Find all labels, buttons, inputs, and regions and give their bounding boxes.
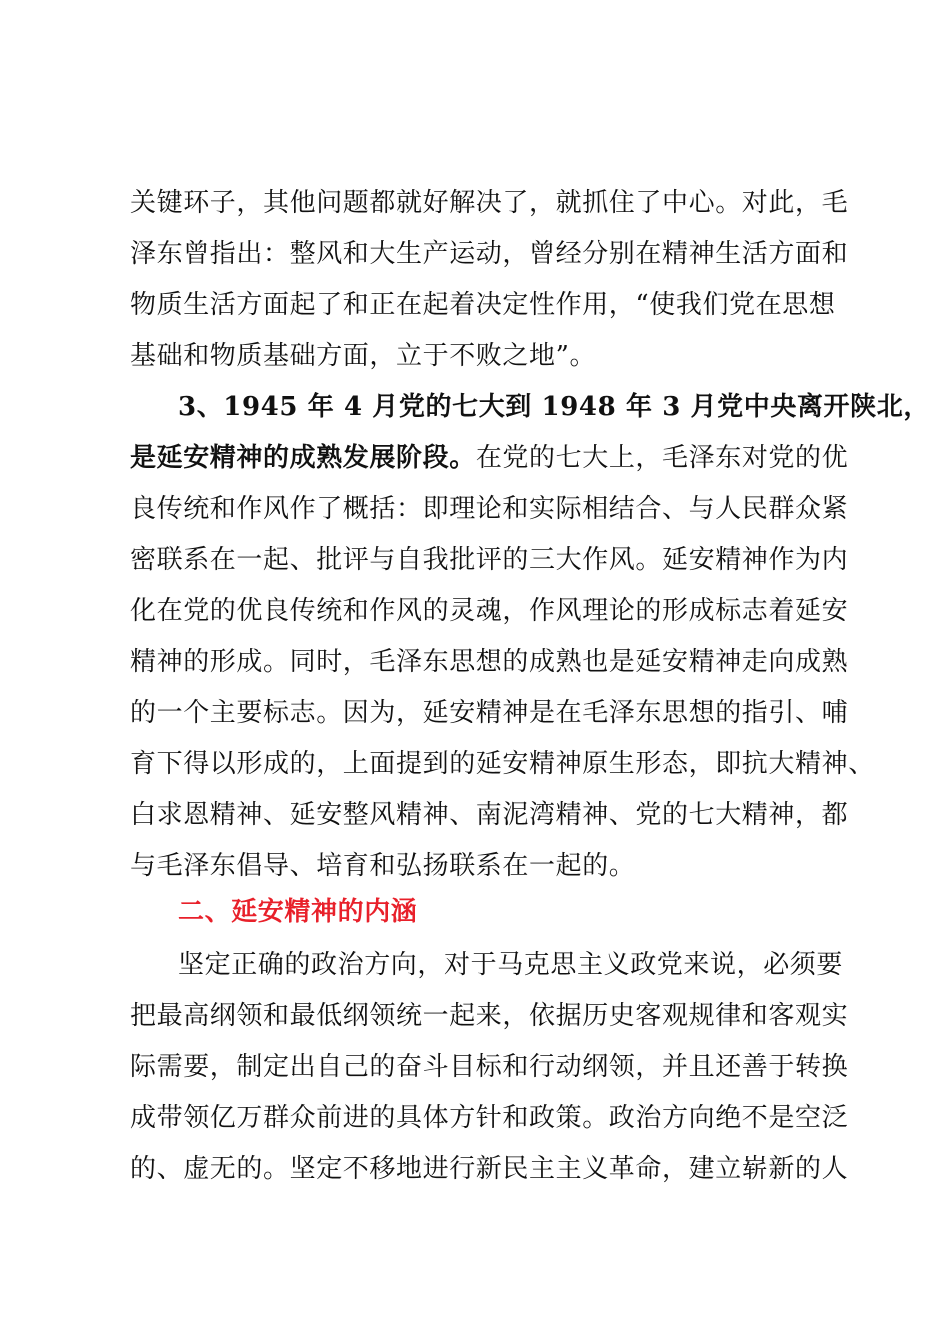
section-heading: 二、延安精神的内涵 bbox=[178, 897, 418, 927]
paragraph-line: 物质生活方面起了和正在起着决定性作用，“使我们党在思想 bbox=[130, 290, 836, 320]
paragraph-line: 精神的形成。同时，毛泽东思想的成熟也是延安精神走向成熟 bbox=[130, 647, 849, 677]
paragraph-line: 的一个主要标志。因为，延安精神是在毛泽东思想的指引、哺 bbox=[130, 698, 849, 728]
normal-text: 在党的七大上，毛泽东对党的优 bbox=[475, 443, 849, 473]
stage-heading-line: 3、1945 年 4 月党的七大到 1948 年 3 月党中央离开陕北， bbox=[178, 392, 930, 422]
paragraph-line: 泽东曾指出：整风和大生产运动，曾经分别在精神生活方面和 bbox=[130, 239, 849, 269]
paragraph-line: 坚定正确的政治方向，对于马克思主义政党来说，必须要 bbox=[178, 950, 844, 980]
paragraph-line: 把最高纲领和最低纲领统一起来，依据历史客观规律和客观实 bbox=[130, 1001, 849, 1031]
paragraph-line: 基础和物质基础方面，立于不败之地”。 bbox=[130, 341, 597, 371]
paragraph-line: 际需要，制定出自己的奋斗目标和行动纲领，并且还善于转换 bbox=[130, 1052, 849, 1082]
paragraph-line: 白求恩精神、延安整风精神、南泥湾精神、党的七大精神，都 bbox=[130, 800, 849, 830]
paragraph-line: 关键环子，其他问题都就好解决了，就抓住了中心。对此，毛 bbox=[130, 188, 849, 218]
paragraph-line: 密联系在一起、批评与自我批评的三大作风。延安精神作为内 bbox=[130, 545, 849, 575]
paragraph-line: 良传统和作风作了概括：即理论和实际相结合、与人民群众紧 bbox=[130, 494, 849, 524]
paragraph-line: 化在党的优良传统和作风的灵魂，作风理论的形成标志着延安 bbox=[130, 596, 849, 626]
paragraph-line: 育下得以形成的，上面提到的延安精神原生形态，即抗大精神、 bbox=[130, 749, 875, 779]
paragraph-line: 成带领亿万群众前进的具体方针和政策。政治方向绝不是空泛 bbox=[130, 1103, 849, 1133]
paragraph-line: 与毛泽东倡导、培育和弘扬联系在一起的。 bbox=[130, 851, 636, 881]
paragraph-line: 的、虚无的。坚定不移地进行新民主主义革命，建立崭新的人 bbox=[130, 1154, 849, 1184]
bold-lead-text: 是延安精神的成熟发展阶段。 bbox=[130, 443, 476, 473]
paragraph-line-mixed bbox=[130, 441, 849, 475]
